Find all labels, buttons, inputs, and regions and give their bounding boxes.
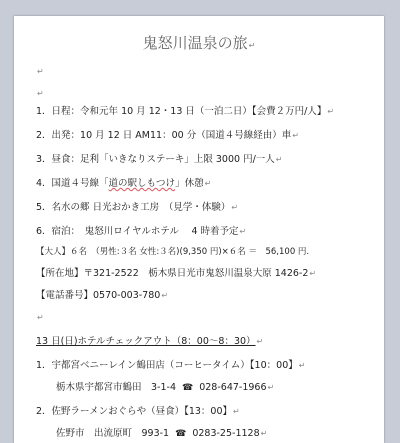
line-text: 6．宿泊： 鬼怒川ロイヤルホテル 4 時着予定 bbox=[36, 226, 239, 237]
paragraph-mark: ↵ bbox=[233, 407, 240, 416]
paragraph-mark: ↵ bbox=[37, 67, 44, 76]
line-text: 5．名水の郷 日光おかき工房 （見学・体験） bbox=[36, 202, 231, 213]
address-line bbox=[36, 268, 316, 280]
schedule-line bbox=[36, 106, 334, 118]
paragraph-mark: ↵ bbox=[204, 179, 212, 188]
paragraph-mark: ↵ bbox=[161, 291, 169, 300]
paragraph-mark: ↵ bbox=[256, 337, 264, 346]
line-text: 1．日程：令和元年 10 月 12・13 日（一泊二日）【会費２万円/人】 bbox=[36, 106, 327, 117]
paragraph-mark: ↵ bbox=[327, 107, 335, 116]
paragraph-mark: ↵ bbox=[239, 227, 247, 236]
paragraph-mark: ↵ bbox=[275, 155, 283, 164]
phone-line bbox=[36, 290, 168, 302]
line-text: 1．宇都宮ベニーレイン鶴田店（コーヒータイム）【10：00】 bbox=[36, 360, 298, 371]
phone-icon: ☎ bbox=[182, 383, 194, 393]
line-text: 2．出発：10 月 12 日 AM11：00 分（国道４号線経由）車 bbox=[36, 130, 292, 141]
document-page[interactable] bbox=[14, 16, 384, 443]
empty-paragraph bbox=[36, 66, 44, 78]
paragraph-mark: ↵ bbox=[231, 203, 239, 212]
title-text: 鬼怒川温泉の旅 bbox=[142, 34, 248, 52]
paragraph-mark: ↵ bbox=[298, 361, 306, 370]
document-title bbox=[14, 32, 384, 53]
paragraph-mark: ↵ bbox=[37, 89, 44, 98]
lodging-line bbox=[36, 226, 246, 238]
empty-paragraph bbox=[36, 312, 44, 324]
paragraph-mark: ↵ bbox=[309, 269, 317, 278]
stop-2-line bbox=[36, 406, 240, 418]
paragraph-mark: ↵ bbox=[267, 383, 275, 392]
lunch-line bbox=[36, 154, 282, 166]
line-text: 3．昼食：足利「いきなりステーキ」上限 3000 円/一人 bbox=[36, 154, 275, 165]
visit-line bbox=[36, 202, 238, 214]
stop-2-address bbox=[56, 428, 267, 440]
rest-line bbox=[36, 178, 211, 190]
phone-icon: ☎ bbox=[175, 429, 187, 439]
empty-paragraph bbox=[36, 88, 44, 100]
stop-1-line bbox=[36, 360, 305, 372]
line-text: 【電話番号】0570-003-780 bbox=[36, 290, 161, 301]
line-text: 【所在地】〒321-2522 栃木県日光市鬼怒川温泉大原 1426-2 bbox=[36, 268, 309, 279]
spellcheck-text: 道の駅しもつけ bbox=[108, 178, 176, 189]
stop-1-address bbox=[56, 382, 274, 394]
paragraph-mark: ↵ bbox=[292, 131, 299, 140]
line-text: 0283-25-1128 bbox=[192, 428, 260, 439]
line-text: 」休憩 bbox=[175, 178, 204, 189]
adult-fee-line bbox=[36, 246, 309, 258]
line-text: 佐野市 出流原町 993-1 bbox=[56, 428, 170, 439]
paragraph-mark: ↵ bbox=[37, 313, 44, 322]
departure-line bbox=[36, 130, 299, 142]
line-text: 栃木県宇都宮市鶴田 3-1-4 bbox=[56, 382, 176, 393]
line-text: 13 日(日)ホテルチェックアウト（8：00〜8：30） bbox=[36, 336, 256, 347]
line-text: 【大人】６名 （男性:３名 女性:３名)(9,350 円)×６名 ＝ 56,100 円. bbox=[36, 247, 310, 257]
line-text: 028-647-1966 bbox=[199, 382, 267, 393]
paragraph-mark: ↵ bbox=[248, 41, 256, 50]
paragraph-mark: ↵ bbox=[260, 429, 268, 438]
line-text: 4．国道４号線「 bbox=[36, 178, 109, 189]
checkout-heading bbox=[36, 336, 263, 348]
line-text: 2．佐野ラーメンおぐらや（昼食）【13：00】 bbox=[36, 406, 232, 417]
